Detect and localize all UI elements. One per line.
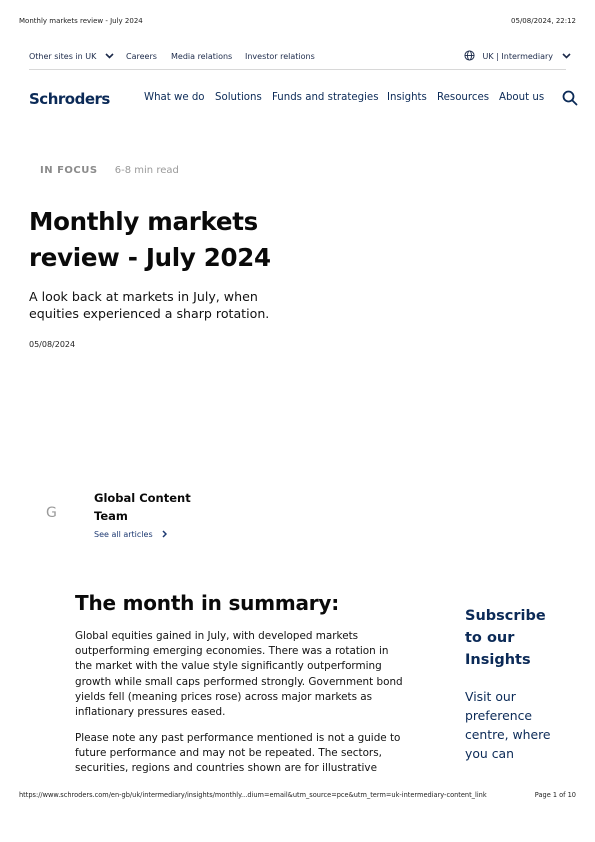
careers-link[interactable]: Careers bbox=[126, 52, 157, 61]
nav-about-us[interactable]: About us bbox=[499, 92, 545, 103]
media-relations-link[interactable]: Media relations bbox=[171, 52, 233, 61]
region-selector[interactable] bbox=[464, 52, 571, 61]
search-icon[interactable] bbox=[562, 90, 578, 106]
article-kicker bbox=[40, 165, 179, 176]
nav-funds-and-strategies[interactable]: Funds and strategies bbox=[272, 92, 379, 103]
utility-bar bbox=[29, 48, 566, 70]
nav-solutions[interactable]: Solutions bbox=[215, 92, 262, 103]
article-dek: A look back at markets in July, when equities experienced a sharp rotation. bbox=[29, 289, 270, 321]
print-header-title: Monthly markets review - July 2024 bbox=[19, 17, 143, 25]
chevron-down-icon bbox=[562, 53, 571, 59]
article-tag[interactable]: IN FOCUS bbox=[40, 165, 98, 176]
chevron-right-icon bbox=[162, 530, 167, 538]
other-sites-dropdown[interactable] bbox=[29, 52, 114, 61]
other-sites-label: Other sites in UK bbox=[29, 52, 97, 61]
disclaimer-paragraph: Please note any past performance mentioned is not a guide to future performance and may not be repeated. The sectors, securities, regions and countries shown are for illustrative bbox=[75, 732, 401, 775]
section-title: The month in summary: bbox=[75, 591, 340, 615]
chevron-down-icon bbox=[105, 53, 114, 59]
subscribe-text: Visit our preference centre, where you can bbox=[465, 689, 551, 761]
article-title: Monthly markets review - July 2024 bbox=[29, 207, 271, 272]
nav-resources[interactable]: Resources bbox=[437, 92, 490, 103]
region-label: UK | Intermediary bbox=[482, 52, 554, 61]
summary-paragraph: Global equities gained in July, with developed markets outperforming emerging economies. There was a rotation in the market with the value style significantly outperforming growth while small caps performed strongly. Government bond yields fell (meaning prices rose) across major markets as inflationary pressures eased. bbox=[75, 630, 403, 719]
see-all-articles-label: See all articles bbox=[94, 530, 153, 539]
nav-insights[interactable]: Insights bbox=[387, 92, 427, 103]
globe-icon bbox=[464, 50, 475, 61]
nav-what-we-do[interactable]: What we do bbox=[144, 92, 205, 103]
subscribe-heading: Subscribe to our Insights bbox=[465, 608, 546, 668]
investor-relations-link[interactable]: Investor relations bbox=[245, 52, 315, 61]
print-header-datetime: 05/08/2024, 22:12 bbox=[511, 17, 576, 25]
read-time: 6-8 min read bbox=[114, 165, 179, 176]
author-avatar: G bbox=[46, 505, 57, 521]
utility-divider bbox=[29, 69, 566, 70]
print-footer bbox=[19, 791, 576, 803]
publish-date: 05/08/2024 bbox=[29, 340, 76, 349]
print-footer-url: https://www.schroders.com/en-gb/uk/intermediary/insights/monthly...dium=email&utm_source=pce&utm_term=uk-intermediary-content_link bbox=[19, 791, 487, 799]
schroders-logo[interactable]: Schroders bbox=[29, 90, 110, 108]
see-all-articles-link[interactable] bbox=[94, 530, 167, 539]
print-footer-page: Page 1 of 10 bbox=[534, 791, 576, 799]
main-nav bbox=[29, 88, 578, 112]
print-header bbox=[19, 17, 576, 29]
author-name[interactable]: Global Content Team bbox=[94, 491, 191, 523]
